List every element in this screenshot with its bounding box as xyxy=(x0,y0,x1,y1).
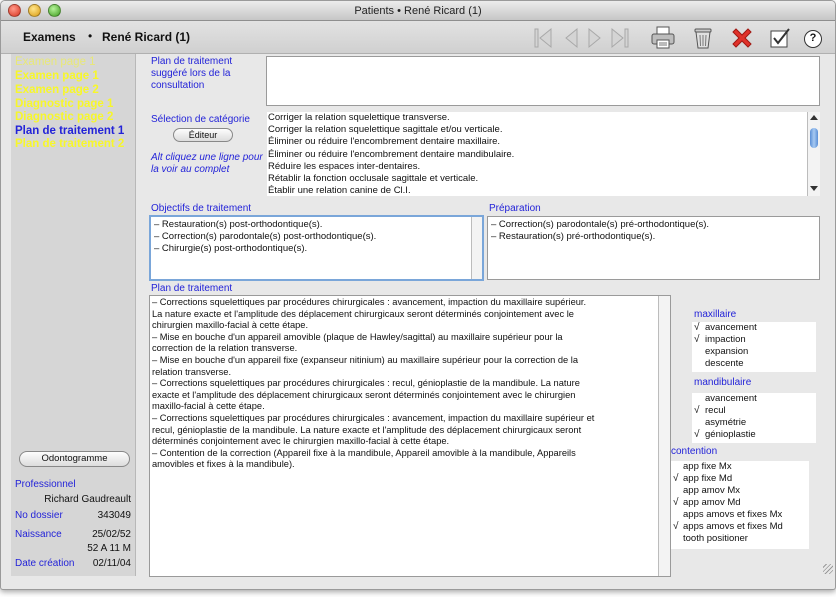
section-title: Examens xyxy=(23,30,76,44)
nav-examen-page-1-header[interactable]: Examen page 1 xyxy=(15,56,96,68)
category-item[interactable]: Établir une relation canine de Cl.I. xyxy=(268,185,411,196)
option-item[interactable]: avancement xyxy=(705,393,757,404)
nav-diagnostic-page-2[interactable]: Diagnostic page 2 xyxy=(15,111,114,123)
title-separator: • xyxy=(88,29,93,43)
check-icon: √ xyxy=(673,497,679,508)
odontogramme-button[interactable]: Odontogramme xyxy=(19,451,130,467)
suggested-plan-field[interactable] xyxy=(266,56,820,106)
suggested-plan-label: Plan de traitement suggéré lors de la consultation xyxy=(151,56,233,91)
check-icon: √ xyxy=(673,473,679,484)
plan-line: – Contention de la correction (Appareil fixe à la mandibule, Appareil amovible à la mandibule, Appareils xyxy=(152,447,576,458)
option-item[interactable]: √ apps amovs et fixes Md xyxy=(673,521,783,532)
naissance-age: 52 A 11 M xyxy=(87,543,131,554)
preparation-field[interactable] xyxy=(487,216,820,280)
check-icon: √ xyxy=(694,322,700,333)
naissance-date: 25/02/52 xyxy=(92,529,131,540)
alt-click-hint: Alt cliquez une ligne pour la voir au complet xyxy=(151,152,263,175)
plan-line: – Corrections squelettiques par procédures chirurgicales : avancement, impaction du maxillaire supérieur. xyxy=(152,297,587,307)
preparation-item: – Restauration(s) pré-orthodontique(s). xyxy=(491,231,656,242)
plan-line: correction de la relation transverse. xyxy=(152,343,298,354)
first-record-icon[interactable] xyxy=(533,26,553,50)
category-item[interactable]: Rétablir la fonction occlusale sagittale et verticale. xyxy=(268,172,479,184)
category-item[interactable]: Éliminer ou réduire l'encombrement dentaire maxillaire. xyxy=(268,136,501,148)
option-item[interactable]: expansion xyxy=(705,346,749,357)
check-icon: √ xyxy=(694,334,700,345)
resize-grip-icon[interactable] xyxy=(823,564,833,574)
last-record-icon[interactable] xyxy=(610,26,630,50)
preparation-item: – Correction(s) parodontale(s) pré-orthodontique(s). xyxy=(491,219,710,230)
plan-line: maxillo-facial à cette étape. xyxy=(152,401,265,412)
dossier-value: 343049 xyxy=(97,510,131,521)
plan-line: recul, génioplastie de la mandibule. La nature exacte et l'amplitude des déplacement chirurgicaux seront xyxy=(152,424,582,435)
plan-line: amovibles et fixes à la mandibule). xyxy=(152,459,295,470)
main-content xyxy=(137,54,835,576)
objectifs-scrollbar[interactable] xyxy=(471,217,482,279)
objectifs-field[interactable] xyxy=(149,215,484,281)
plan-line: La nature exacte et l'amplitude des déplacement chirurgicaux seront déterminés conjointement avec le xyxy=(152,308,574,319)
option-item[interactable]: √ génioplastie xyxy=(694,429,756,440)
professionnel-label: Professionnel xyxy=(15,479,76,490)
plan-line: – Mise en bouche d'un appareil amovible (plaque de Hawley/sagittal) au maxillaire supérieur pour la xyxy=(152,331,563,342)
trash-icon[interactable] xyxy=(689,26,717,50)
validate-check-icon[interactable] xyxy=(766,26,794,50)
objectif-item: – Chirurgie(s) post-orthodontique(s). xyxy=(154,243,308,254)
objectif-item: – Correction(s) parodontale(s) post-orthodontique(s). xyxy=(154,231,377,242)
window-title: Patients • René Ricard (1) xyxy=(354,5,482,17)
sidebar xyxy=(11,54,136,576)
mandibulaire-label: mandibulaire xyxy=(694,377,752,388)
maxillaire-label: maxillaire xyxy=(694,309,737,320)
check-icon: √ xyxy=(673,521,679,532)
maxillaire-list xyxy=(692,322,816,372)
contention-list xyxy=(671,461,809,549)
option-item[interactable]: apps amovs et fixes Mx xyxy=(683,509,783,520)
plan-line: relation transverse. xyxy=(152,366,232,377)
category-item[interactable]: Réduire les espaces inter-dentaires. xyxy=(268,160,421,172)
category-item[interactable]: Éliminer ou réduire l'encombrement dentaire mandibulaire. xyxy=(268,148,515,160)
previous-record-icon[interactable] xyxy=(561,26,581,50)
scroll-thumb[interactable] xyxy=(810,128,818,148)
objectif-item: – Restauration(s) post-orthodontique(s). xyxy=(154,219,323,230)
professionnel-value: Richard Gaudreault xyxy=(44,494,131,505)
scroll-up-arrow-icon[interactable] xyxy=(810,115,818,120)
plan-label: Plan de traitement xyxy=(151,283,233,294)
nav-examen-page-1[interactable]: Examen page 1 xyxy=(15,70,99,82)
option-item[interactable]: √ recul xyxy=(694,405,726,416)
title-bar[interactable] xyxy=(1,1,835,21)
option-item[interactable]: asymétrie xyxy=(705,417,747,428)
editor-button[interactable]: Éditeur xyxy=(173,128,233,142)
plan-line: déterminés conjointement avec le chirurgien maxillo-facial à cette étape. xyxy=(152,436,450,447)
option-item[interactable]: app amov Mx xyxy=(683,485,741,496)
plan-text xyxy=(151,297,669,471)
plan-line: exacte et l'amplitude des déplacement chirurgicaux seront déterminés conjointement avec le chirurgien xyxy=(152,389,576,400)
patient-name: René Ricard (1) xyxy=(102,30,191,44)
next-record-icon[interactable] xyxy=(585,26,605,50)
naissance-label: Naissance xyxy=(15,529,62,540)
category-item[interactable]: Corriger la relation squelettique sagittale et/ou verticale. xyxy=(268,124,503,136)
nav-examen-page-2[interactable]: Examen page 2 xyxy=(15,84,99,96)
plan-line: chirurgien maxillo-facial à cette étape. xyxy=(152,320,309,331)
check-icon: √ xyxy=(694,429,700,440)
contention-label: contention xyxy=(671,446,718,457)
plan-line: – Corrections squelettiques par procédures chirurgicales : avancement, impaction du maxillaire supérieur et xyxy=(152,412,595,423)
mandibulaire-list xyxy=(692,393,816,443)
category-scrollbar[interactable] xyxy=(807,112,820,196)
date-creation-label: Date création xyxy=(15,558,75,569)
scroll-down-arrow-icon[interactable] xyxy=(810,186,818,191)
nav-plan-de-traitement-1[interactable]: Plan de traitement 1 xyxy=(15,125,125,137)
toolbar xyxy=(1,21,835,54)
option-item[interactable]: descente xyxy=(705,358,744,369)
category-selection-label: Sélection de catégorie xyxy=(151,114,250,125)
option-item[interactable]: √ impaction xyxy=(694,334,746,345)
preparation-label: Préparation xyxy=(489,203,541,214)
category-list[interactable] xyxy=(267,112,820,196)
nav-plan-de-traitement-2[interactable]: Plan de traitement 2 xyxy=(15,138,125,150)
plan-line: – Corrections squelettiques par procédures chirurgicales : recul, génioplastie de la mandibule. La nature xyxy=(152,378,580,389)
delete-x-icon[interactable] xyxy=(728,26,756,50)
category-item[interactable]: Corriger la relation squelettique transverse. xyxy=(268,112,450,123)
dossier-label: No dossier xyxy=(15,510,63,521)
objectifs-label: Objectifs de traitement xyxy=(151,203,252,214)
option-item[interactable]: √ avancement xyxy=(694,322,757,333)
check-icon: √ xyxy=(694,405,700,416)
help-button[interactable]: ? xyxy=(804,30,822,48)
option-item[interactable]: tooth positioner xyxy=(683,533,748,544)
option-item[interactable]: √ app amov Md xyxy=(673,497,741,508)
print-icon[interactable] xyxy=(649,26,677,50)
date-creation-value: 02/11/04 xyxy=(92,558,131,569)
plan-line: – Mise en bouche d'un appareil fixe (expanseur nitinium) au maxillaire supérieur pour la correction de la xyxy=(152,354,579,365)
nav-diagnostic-page-1[interactable]: Diagnostic page 1 xyxy=(15,98,114,110)
option-item[interactable]: √ app fixe Md xyxy=(673,473,733,484)
option-item[interactable]: app fixe Mx xyxy=(683,461,732,472)
